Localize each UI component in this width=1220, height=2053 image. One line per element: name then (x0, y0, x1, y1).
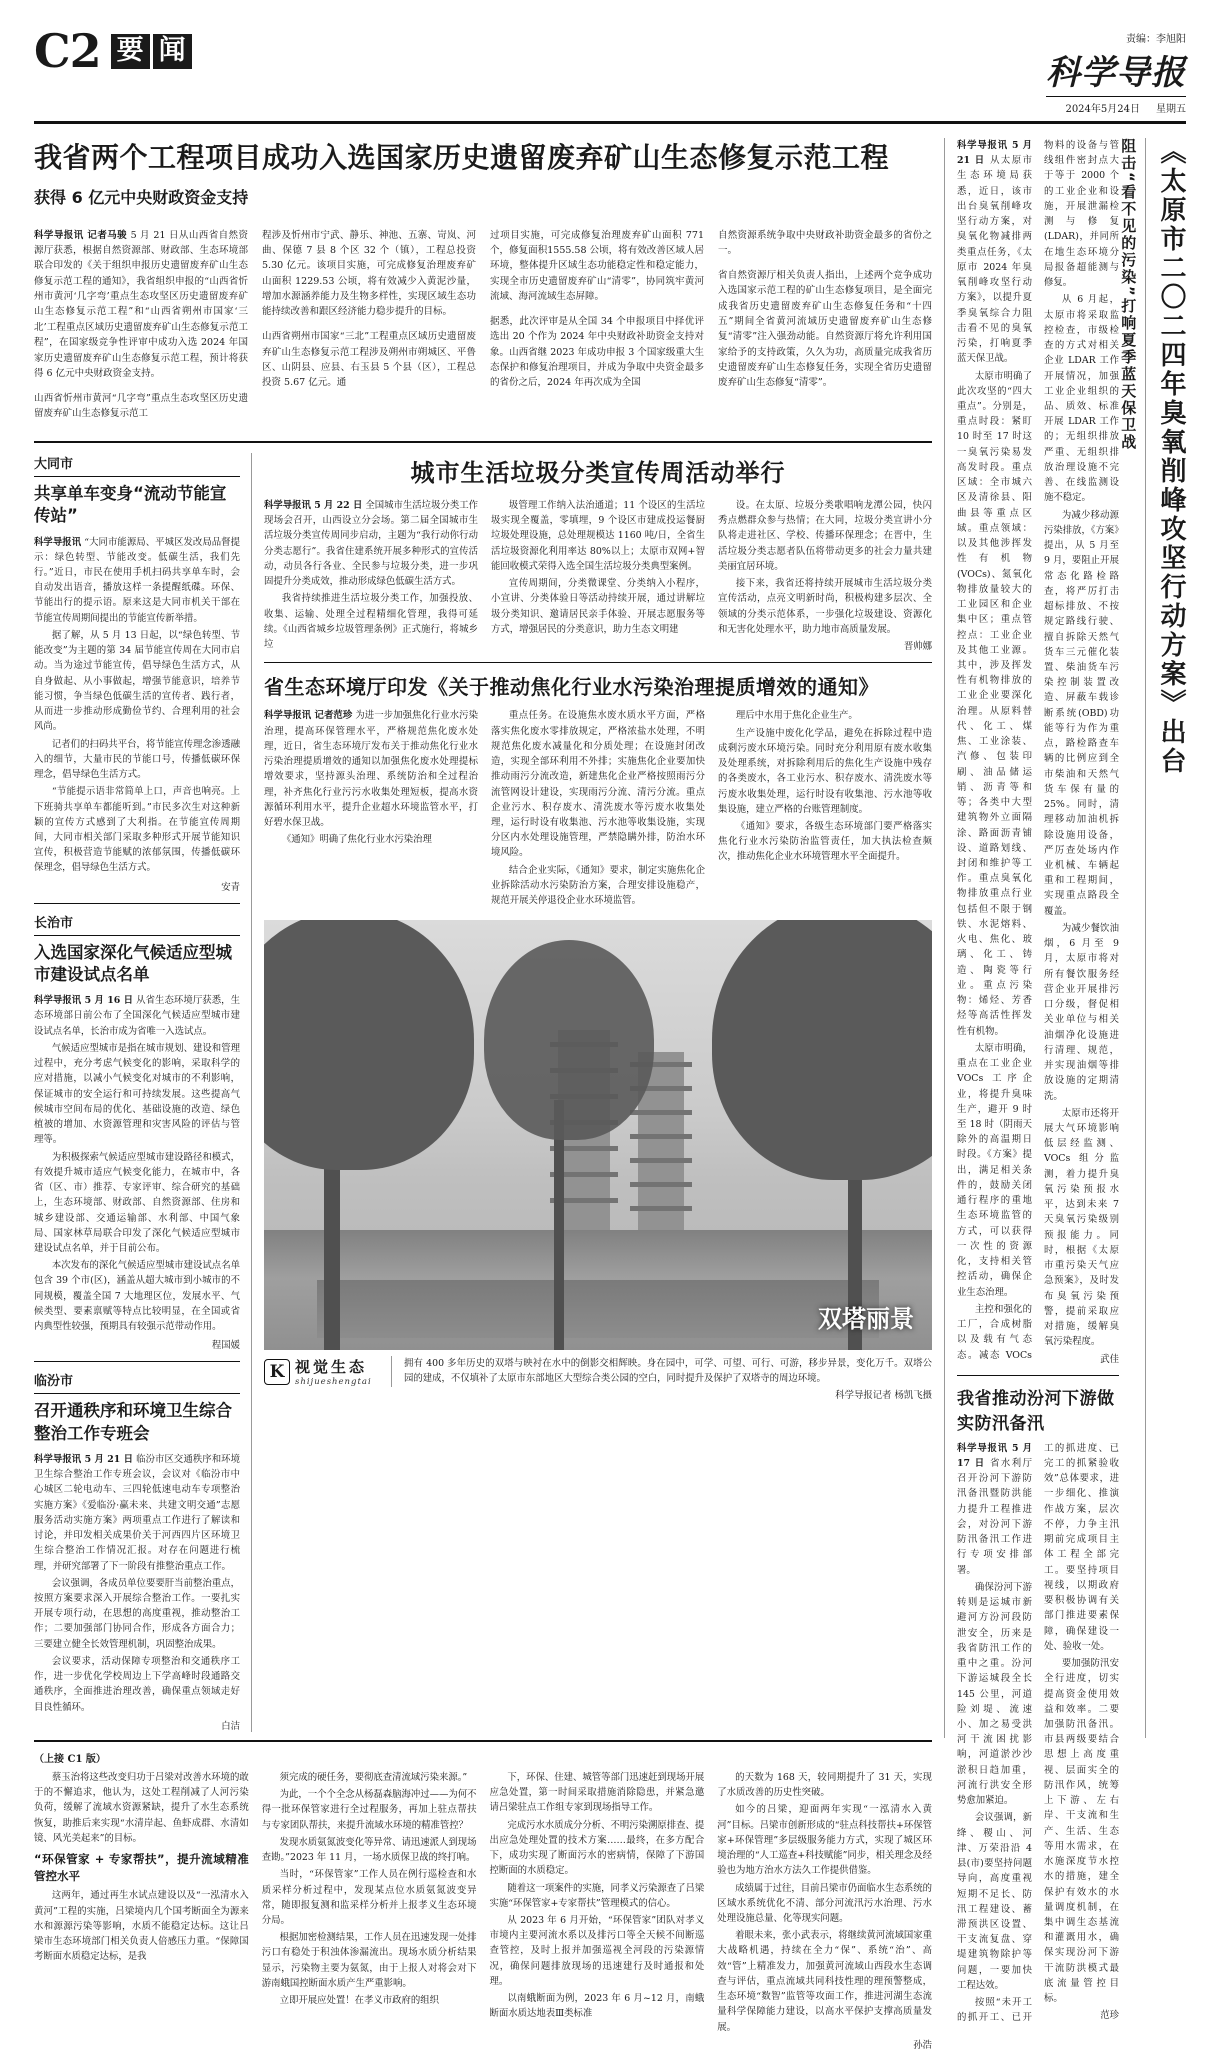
logo-pinyin-text: shijueshengtai (295, 1377, 372, 1388)
divider-4 (957, 1375, 1119, 1376)
city-article-datong (34, 453, 240, 893)
city-tag-linfen: 临汾市 (34, 1370, 240, 1394)
headline-changzhi: 入选国家深化气候适应型城市建设试点名单 (34, 942, 232, 984)
rail-sub-headline: 我省推动汾河下游做实防汛备汛 (957, 1388, 1115, 1434)
lead-col-1 (34, 218, 248, 431)
masthead-left (34, 24, 192, 78)
rail-p3: 太原市明确，重点在工业企业 VOCs 工序企业，将提升臭味生产，避开 9 时至 18 时（阴雨天除外的高温期日时段。《方案》提出，满足相关条件的，鼓励关闭通行程序的重地生态环境监管的方式，可以获得一次性的资源化，支持相关管控活动，确保企业生态治理。 (957, 1042, 1032, 1298)
center-byline: 科学导报讯 5 月 22 日 (264, 500, 363, 511)
cont-col-2 (262, 1770, 477, 2053)
city-article-changzhi (34, 912, 240, 1352)
lead-p8: 省自然资源厅相关负责人指出，上述两个竞争成功入选国家示范工程的矿山生态修复项目，是全面完成我省历史遗留废弃矿山生态修复任务和“十四五”期间全省黄河流域历史遗留废弃矿山生态修复“清零”注入强劲动能。自然资源厅将允许利用国家给予的支持政策，久久为功，高质量完成我省历史遗留废弃矿山生态修复任务，实现全省历史遗留废弃矿山生态修复“清零”。 (718, 269, 932, 389)
center-zone (252, 453, 932, 1732)
p-cz-4: 本次发布的深化气候适应型城市建设试点名单包含 39 个市(区)，涵盖从超大城市到小城市的不同规模，覆盖全国 7 大地理区位，发展水平、气候类型、要素禀赋等特点比较明显，在全国或省内典型性较强，预期具有较强示范带动作用。 (34, 1260, 240, 1333)
lead-p1: 5 月 21 日从山西省自然资源厅获悉，根据自然资源部、财政部、生态环境部联合印发的《关于组织申报历史遗留废弃矿山生态修复示范工程的通知》，我省组织申报的“山西省忻州市黄河‘几字弯’重点生态攻坚区历史遗留废弃矿山生态修复示范工程”和“山西省朔州市国家‘三北’工程重点区域历史遗留废弃矿山生态修复示范工程”，在国家级竞争性评审中成功入选 2024 年国家历史遗留废弃矿山生态修复示范工程，预计将获得 6 亿元中央财政资金支持。 (34, 229, 248, 379)
cont-p2: 这两年，通过再生水试点建设以及“一泓清水入黄河”工程的实施，吕梁境内几个国考断面全为源来水和源源污染等影响，水质不能稳定达标。这让吕梁市生态环境部门相关负责人倍感压力重。“保障国考断面水质稳定达标，是我 (34, 1890, 249, 1963)
notice-p5: 理后中水用于焦化企业生产。 (735, 710, 858, 722)
sign-datong: 安青 (221, 881, 240, 893)
issue-date: 2024年5月24日 (1065, 104, 1140, 115)
cont-col-3 (490, 1770, 705, 2053)
p-datong-1: “大同市能源局、平城区发改局品督提示：绿色转型、节能改变。低碳生活，我们先行。”近日，市民在使用手机扫码共享单车时，会自动发出语音，播放这样一条提醒纸碟。环保、节能出行的提示语。原来这是大同市机关干部在节能宣传周期间提出的节能宣传新举措。 (34, 536, 240, 624)
lead-col-4 (718, 218, 932, 431)
page-number: C2 (34, 24, 101, 78)
page-body (34, 138, 1186, 2051)
masthead (34, 24, 1186, 124)
masthead-meta (1046, 96, 1186, 115)
notice-p1: 为进一步加强焦化行业水污染治理，提高环保管理水平，严格规范焦化废水处理，近日，省生态环境厅发布关于推动焦化行业水污染治理提质增效的通知以加强焦化废水处理提标增效要求，坚持源头治理、系统防治和全过程治理，补齐焦化行业污污水收集处理短板，提高水资源循环利用水平，提升企业超水环境监管水平，打好碧水保卫战。 (264, 710, 478, 828)
main-content (34, 138, 944, 2051)
cont-sign: 孙浩 (913, 2039, 932, 2051)
visual-ecology-logo (264, 1356, 392, 1387)
notice-col-2 (491, 708, 705, 910)
city-tag-datong: 大同市 (34, 453, 240, 477)
notice-p2: 《通知》明确了焦化行业水污染治理 (281, 834, 432, 846)
headline-datong: 共享单车变身“流动节能宣传站” (34, 484, 227, 526)
cont-p10: 完成污水水质成分分析、不明污染溯原排查、提出应急处理处置的技术方案……最终，在多方配合下，成功实现了断面污水的密病情，保障了下游国控断面的水质稳定。 (489, 1819, 705, 1877)
right-rail (944, 138, 1186, 2024)
rail-sub-p5: 要加强防汛安全行进度，切实提高资金使用效益和效率。二要加强防汛备汛。市县两级要结合思想上高度重视、层面实全的防汛作风，统筹上下游、左右岸、干支流和生产、生活、生态等用水需求，在水施深度节水控水的措施，建全保护有效水的水量调度机制，在集中调生态基流和灌溉用水，确保实现汾河下游干流防洪模式最底流量管控目标。 (1043, 1658, 1119, 2005)
p-datong-3: 记者们的扫码共平台，将节能宣传理念渗透融入的细节，大量市民的节能口号，传播低碳环保理念，倡导绿色生活方式。 (34, 738, 240, 781)
rail-p2: 太原市明确了此次攻坚的“四大重点”。分别是，重点时段：紧盯 10 时至 17 时这一臭氧污染易发高发时段。重点区域：全市城六区及清徐县、阳曲县等重点区域。重点领域：以及其他涉挥发性有机物(VOCs)、氮氧化物排放量较大的工业园区和企业集中区；重点管控点：工业企业及其他工业源。其中，涉及挥发性有机物排放的工业企业要深化治理。从原料替代、化工、煤焦、工业涂装、汽修、包装印刷、油品储运销、沥青等和等；各类中大型建筑物外立面隔涂、路面沥青铺设、道路划线、封闭和维护等工作。重点臭氧化物排放重点行业包括但不限于钢铁、水泥熔料、火电、焦化、玻璃、化工、铸造、陶瓷等行业。重点污染物：烯烃、芳香烃等高活性挥发性有机物。 (957, 370, 1032, 1037)
photo-credit: 科学导报记者 杨凯飞摄 (835, 1390, 932, 1402)
editor-line: 责编：李旭阳 (1126, 34, 1186, 45)
rail-article-body (957, 138, 1119, 1367)
body-changzhi (34, 993, 240, 1334)
cont-p17: 着眼未来，张小武表示，将继续黄河流域国家重大战略机遇，持续在全力“保”、系统“治”、高效“管”上精准发力，加强黄河流域山西段水生态调查与评估，重点流域共同科技性理的理预警整成，生态环境“数智”监管等攻面工作，推进河湖生态流量科学保障能力建设，以高水平保护支撑高质量发展。 (717, 1930, 932, 2033)
city-briefs-column (34, 453, 252, 1732)
body-linfen (34, 1452, 240, 1715)
p-lf-1: 临汾市区交通秩序和环境卫生综合整治工作专班会议，会议对《临汾市中心城区二轮电动车、三四轮低速电动车专项整治实施方案》《爱临汾·赢未来、共建文明交通”志愿服务活动实施方案》两项重点工作进行了解读和讨论，并印发相关成果价关于河西四片区环境卫生综合整治工作情况汇报。对存在问题进行梳理，并研究部署了下一阶段有推整治重点工作。 (34, 1453, 240, 1572)
rail-vertical-subhead (1119, 138, 1137, 1738)
notice-col-3 (718, 708, 932, 910)
center-p3: 圾管理工作纳入法治通道；11 个设区的生活垃圾实现全覆盖，零填埋，9 个设区市建成投运餐厨垃圾处理设施，总处理规模达 1160 吨/日，全省生活垃圾资源化利用率达 80%以上；太原市双网+智能回收模式荣得入选全国生活垃圾分类典型案例。 (491, 500, 705, 572)
cont-p16: 成绩属于过往，目前吕梁市仍面临水生态系统的区域水系统优化不清、部分河流汛污水治理、污水处理设施总量、化等现实问题。 (717, 1882, 932, 1924)
notice-col-1 (264, 708, 478, 910)
rail-sub-byline: 科学导报讯 5 月 17 日 (957, 1442, 1032, 1469)
rail-p6: 为减少移动源污染排放，《方案》提出，从 5 月至 9 月，要阻止开展常态化路检路查，将严厉打击超标排放、不按规定路线行驶、擅自拆除天然气货车三元催化装置、柴油货车污染控制装置改造、屏蔽车载诊断系统(OBD)功能等行为作为重点，路检路查车辆的比例应到全市柴油和天然气货车保有量的 25%。同时，清理移动加油机拆除设施用设备，严厉查处场内作业机械、车辆起重和工程期间，实现重点路段全覆盖。 (1043, 509, 1119, 917)
cont-p12: 从 2023 年 6 月开始，“环保管家”团队对孝义市境内主要河流水系以及排污口等全天候不间断巡查管控，及时上报并加强巡视全河段的污染源情况，确保问题排放现场的迅速建行及时通报和处理。 (489, 1915, 705, 1987)
cont-p14: 的天数为 168 天，较同期提升了 31 天，实现了水质改善的历史性突破。 (717, 1771, 932, 1799)
photo-image (264, 920, 932, 1350)
notice-p3: 重点任务。在设施焦水废水质水平方面，严格落实焦化废水零排放规定，严格浓盐水处理，不明规范焦化废水减量化和分质处理；在设施封闭改造，实现全部环利用不外排；实施焦化企业要加快推动雨污分流改造，新建焦化企业严格按照雨污分流管网设计建设，实现雨污分流、清污分流。重点企业污水、积存废水、清洗废水等污废水收集处理，运行时设有收集池、污水池等收集设施，实现分区内水处理设施管理，严禁隐瞒外排，防治水环境风险。 (491, 710, 705, 859)
cont-p15: 如今的吕梁，迎面两年实现“一泓清水入黄河”目标。吕梁市创新形成的“驻点科技帮扶+环保管家+环保管理”多层级服务能力方式，实现了城区环境治理的“人工巡查+科技赋能”同步，相关理念及经验也为地方治水方法久工作提供借鉴。 (717, 1804, 932, 1877)
logo-letter-icon: K (264, 1359, 290, 1385)
byline-datong: 科学导报讯 (34, 536, 82, 548)
photo-overlay-title: 双塔丽景 (818, 1305, 914, 1334)
lead-p5: 过项目实施，可完成修复治理废弃矿山面积 771 个，修复面积1555.58 公顷，将有效改善区域人居环境，整体提升区域生态功能稳定性和稳定能力，实现全市历史遗留废弃矿山“清零”，协同筑牢黄河流域、海河流域生态屏障。 (490, 229, 704, 302)
logo-cn-text: 视觉生态 (295, 1358, 368, 1377)
cont-p7: 根据加密检测结果，工作人员在迅速发现一处排污口有稳处于积浊体渗漏流出。现场水质分析结果显示，污染物主要为氨氮，由于上报人对将会对下游南蛾国控断面水质产生严重影响。 (261, 1932, 477, 1989)
center-p4: 宣传周期间，分类微课堂、分类纳入小程序，小宣讲、分类体验日等活动持续开展，通过讲解垃圾分类知识、邀请居民亲手体验、开展志愿服务等方式，增强居民的分类意识，助力生态文明建 (491, 578, 705, 635)
cont-p6: 当时，“环保管家”工作人员在例行巡检查和水质采样分析过程中，发现某点位水质氨氮波变异常，随即报复测和监采样分析并上报孝义生态环境分局。 (261, 1869, 477, 1926)
p-datong-4: “节能提示语非常简单上口，声音也响亮。上下班骑共享单车都能听到。”市民多次生对这种新颖的宣传方式感到了大利指。在节能宣传周期间，大同市相关部门采取多种形式开展节能知识宣传，积极营造节能赋的浓郁氛围，传播低碳环保理念，倡导绿色生活方式。 (34, 786, 240, 874)
rail-sub-p3: 会议强调，新绛、稷山、河津、万荣沿沿 4 县(市)要坚持问题导向，高度重视短期不足长、防汛工程建设、蓄滞预洪区设置、干支流复盘、穿堤建筑物除护等问题，一要加快工程达效。 (957, 1812, 1032, 1991)
photo-caption-text: 拥有 400 多年历史的双塔与映衬在水中的倒影交相辉映。身在园中，可学、可望、可行、可游，移步异景，变化万千。双塔公园的建成，不仅填补了太原市东部地区大型综合类公园的空白，同时提升及保护了双塔寺的周边环境。 (404, 1358, 932, 1385)
headline-linfen: 召开通秩序和环境卫生综合整治工作专班会 (34, 1401, 232, 1443)
center-columns (264, 498, 932, 654)
cont-p4: 为此，一个个全念从杨磊森脑海冲过——为何不得一批环保管家进行全过程服务，再加上驻点帮扶与专家团队帮扶，来提升流域水环境的精准管控？ (261, 1789, 477, 1831)
tree-right (732, 920, 932, 1350)
sign-changzhi: 程国媛 (211, 1340, 240, 1352)
rail-sub-body (957, 1441, 1119, 2026)
continuation-article (34, 1740, 932, 2053)
rail-text-column (957, 138, 1119, 2024)
rail-byline: 科学导报讯 5 月 21 日 (957, 140, 1032, 167)
notice-byline: 科学导报讯 记者范珍 (264, 710, 353, 722)
rail-sub-sign: 范珍 (1100, 2010, 1119, 2022)
notice-p7: 《通知》要求，各级生态环境部门要严格落实焦化行业水污染防治监管责任，加大执法检查频次，推动焦化企业水环境管理水平全面提升。 (718, 820, 932, 863)
rail-p7: 为减少餐饮油烟，6 月至 9 月，太原市将对所有餐饮服务经营企业开展排污口分级，督促相关业单位与相关油烟净化设施进行清理、规范，并实现油烟等排放设施的定期清洗。 (1043, 922, 1119, 1102)
center-col-3 (718, 498, 932, 654)
masthead-right (1046, 28, 1186, 115)
rail-p1: 从太原市生态环境局获悉，近日，该市出台臭氧削峰攻坚行动方案，对臭氧化物减排两类重点任务，《太原市 2024 年臭氧削峰攻坚行动方案》，以提升夏季臭氧综合力阻击看不见的臭氧污染，打响夏季蓝天保卫战。 (957, 155, 1032, 365)
p-lf-2: 会议强调，各成员单位要要肝当前整治重点，按照方案要求深入开展综合整治工作。一要扎实开展专项行动，在思想的高度重视，推动整治工作；二要加强部门协同合作，形成各方面合力；三要建立健全长效管理机制，巩固整治成果。 (34, 1577, 240, 1650)
notice-columns (264, 708, 932, 910)
rail-sub-p4: 按照“未开工的抓开工、已开工的抓进度、已完工的抓紧验收效”总体要求，进一步细化、推演作战方案，层次不停，力争主汛期前完成项目主体工程全部完工。要坚持项目视线，以期政府要积极协调有关部门推进要素保障，确保建设一处、验收一处。 (957, 1442, 1119, 2024)
body-datong (34, 535, 240, 876)
rail-sign: 武佳 (1100, 1353, 1119, 1365)
cont-p8: 立即开展应处置！在孝义市政府的组织 (279, 1995, 439, 2007)
section-char-1: 要 (111, 34, 150, 69)
section-badge (111, 34, 192, 69)
cont-col-4 (717, 1770, 932, 2053)
lead-byline: 科学导报讯 记者马骏 (34, 229, 128, 241)
byline-changzhi: 科学导报讯 5 月 16 日 (34, 995, 134, 1007)
lead-p7: 自然资源系统争取中央财政补助资金最多的省份之一。 (718, 229, 932, 256)
photo-feature (264, 920, 932, 1403)
continuation-columns (34, 1770, 932, 2053)
photo-caption (404, 1356, 932, 1403)
secondary-zone (34, 453, 932, 1732)
photo-meta (264, 1356, 932, 1403)
rail-p4: 主控和强化的工厂，合成树脂以及载有气态态。减态 VOCs 物料的设备与管线组件密封点大于等于 2000 个的工业企业和设施，开展泄漏检测与修复(LDAR)，并同所在地生态环境分局报备超能测与修复。 (957, 140, 1119, 1361)
cont-col-1 (34, 1770, 249, 2053)
divider-3 (264, 662, 932, 663)
rail-p8: 太原市还将开展大气环境影响低层经监测、VOCs 组分监测，着力提升臭氧污染预报水平，达到未来 7 天臭氧污染级别预报能力。同时，根据《太原市重污染天气应急预案》，及时发布臭氧污染预警，提前采取应对措施，缓解臭氧污染程度。 (1043, 1107, 1119, 1348)
notice-p4: 结合企业实际，《通知》要求，制定实施焦化企业拆除活动水污染防治方案，合理安排设施稳产，规范开展关停退役企业水环境监管。 (491, 864, 705, 907)
cont-p9: 下，环保、住建、城管等部门迅速赶到现场开展应急处置，第一时间采取措施消除隐患，并紧急邀请吕梁驻点工作组专家到现场指导工作。 (489, 1771, 705, 1814)
center-headline: 城市生活垃圾分类宣传周活动举行 (410, 459, 786, 487)
center-p6: 接下来，我省还将持续开展城市生活垃圾分类宣传活动，点亮文明新时尚，积极构建多层次、全领域的分类示范体系，一步强化垃圾建设、资源化和无害化处理水平，助力地市高质量发展。 (718, 578, 932, 635)
lead-p2: 山西省忻州市黄河“几字弯”重点生态攻坚区历史遗留废弃矿山生态修复示范工 (34, 392, 248, 420)
center-p1: 全国城市生活垃圾分类工作现场会召开，山西设立分会场。第二届全国城市生活垃圾分类宣传周同步启动，主题为“我行动你行动分类志愿行”。我省住建系统开展多种形式的宣传活动，动员各行各业、全民参与垃圾分类，进一步巩固提升分类成效，推动形成绿色低碳生活方式。 (264, 500, 478, 588)
lead-subheadline: 获得 6 亿元中央财政资金支持 (34, 188, 249, 207)
rail-vertical-headline (1145, 138, 1186, 1738)
notice-p6: 生产设施中废化化学品，避免在拆除过程中造成剩污废水环境污染。同时充分利用原有废水收集及处理系统，对拆除利用后的焦化生产设施中残存的各类废水，各工业污水、积存废水、清洗废水等污废水收集处理，运行时设有收集池、污水池等收集设施，建立严格的台账管理制度。 (718, 727, 932, 815)
p-cz-3: 为积极探索气候适应型城市建设路径和模式，有效提升城市适应气候变化能力，在城市中，各省（区、市）推荐、专家评审、综合研究的基础上，生态环境部、财政部、自然资源部、住房和城乡建设部、交通运输部、水利部、中国气象局、国家林草局联合印发了深化气候适应型城市建设试点名单，并于目前公布。 (34, 1151, 240, 1254)
divider-2 (34, 1361, 240, 1362)
continuation-note: （上接 C1 版） (34, 1753, 106, 1765)
sign-linfen: 白洁 (221, 1720, 240, 1732)
center-col-1 (264, 498, 478, 654)
p-datong-2: 据了解，从 5 月 13 日起，以“绿色转型、节能改变”为主题的第 34 届节能宣传周在大同市启动。当为途过节能宣传，倡导绿色生活方式，从自身做起、从小事做起，增强节能意识，培养节能习惯，争当绿色低碳生活的宣传者、践行者，从而进一步推动形成勤俭节约、合理利用的社会风尚。 (34, 629, 240, 733)
cont-p3: 须完成的硬任务，要彻底查清流域污染来源。” (279, 1771, 468, 1783)
center-sign: 晋帅娜 (903, 641, 932, 653)
p-cz-1: 从省生态环境厅获悉，生态环境部日前公布了全国深化气候适应型城市建设试点名单，长治市成为省唯一入选试点。 (34, 995, 240, 1037)
rail-headline-main: 《太原市二〇二四年臭氧削峰攻坚行动方案》出台 (1156, 138, 1186, 776)
rail-subhead-text: 阻击“看不见的污染”打响夏季蓝天保卫战 (1119, 138, 1138, 451)
center-p2: 我省持续推进生活垃圾分类工作，加强投放、收集、运输、处理全过程精细化管理，我得可延续。《山西省城乡垃圾管理条例》正式施行，将城乡垃 (264, 593, 478, 651)
p-cz-2: 气候适应型城市是指在城市规划、建设和管理过程中，充分考虑气候变化的影响，采取科学的应对措施，以减小气候变化对城市的不利影响，保证城市的安全运行和可持续发展。这些提高气候城市空间布局的优化、基础设施的改造、绿色植被的增加、水资源管理和灾害风险的评估与管理等。 (34, 1042, 240, 1146)
cont-p1: 蔡玉治将这些改变归功于吕梁对改善水环境的敢于的不懈追求，他认为，这处工程削减了人河污染负荷，缓解了流域水资源紧缺，提升了水生态系统恢复，助推后来实现“水清岸起、鱼虾成群、水清如镜、风光美起来”的目标。 (34, 1771, 249, 1844)
issue-weekday: 星期五 (1156, 104, 1186, 115)
divider-1 (34, 903, 240, 904)
lead-columns (34, 218, 932, 431)
lead-col-2 (262, 218, 476, 431)
cont-p13: 以南蛾断面为例，2023 年 6 月~12 月，南蛾断面水质达地表Ⅲ类标准 (489, 1993, 705, 2020)
city-tag-changzhi: 长治市 (34, 912, 240, 936)
lead-p6: 据悉，此次评审是从全国 34 个申报项目中择优评选出 20 个作为 2024 年中央财政补助资金支持对象。山西省继 2023 年成功申报 3 个国家级重大生态保护和修复治理项目，并成为争取中央资金最多的省份之后，2024 年再次成为全国 (490, 315, 704, 389)
rail-sub-p2: 确保汾河下游转则是运城市新避河方汾河段防泄安全，历来是我省防汛工作的重中之重。汾河下游运城段全长 145 公里，河道险刘堤、流速小、加之易受洪河干流困扰影响，河道淤沙沙淤积日趋加重，河流行洪安全形势愈加紧迫。 (957, 1581, 1032, 1807)
cont-p11: 随着这一项案件的实施，同孝义污染源查了吕梁实施“环保管家+专家帮扶”管理模式的信心。 (489, 1882, 705, 1909)
lead-headline: 我省两个工程项目成功入选国家历史遗留废弃矿山生态修复示范工程 (34, 141, 890, 174)
center-p5: 设。在太原、垃圾分类歌唱响龙潭公园，快闪秀点燃群众参与热情；在大同，垃圾分类宣讲小分队将走进社区、学校、传播环保理念；在晋中，生活垃圾分类志愿者队伍将带动更多的社会力量共建美丽宜居环境。 (718, 500, 932, 572)
cont-p5: 发现水质氨氮波变化等异常、请迅速派人到现场查勘。”2023 年 11 月，一场水质保卫战的终打响。 (261, 1836, 477, 1864)
tree-mid (504, 920, 624, 1350)
tree-left (264, 920, 444, 1350)
rail-p5: 从 6 月起，太原市将采取监控检查，市级检查的方式对相关企业 LDAR 工作开展情况，加强工业企业组织的品、质效、标准开展 LDAR 工作的；无组织排放严重、无组织排放治理设施不完善、在线监测设施不稳定。 (1043, 294, 1119, 504)
section-char-2: 闻 (153, 34, 192, 69)
byline-linfen: 科学导报讯 5 月 21 日 (34, 1453, 134, 1465)
rail-sub-p1: 省水利厅召开汾河下游防汛备汛暨防洪能力提升工程推进会，对汾河下游防汛备汛工作进行专项安排部署。 (957, 1457, 1032, 1576)
lead-col-3 (490, 218, 704, 431)
paper-title: 科学导报 (1046, 53, 1186, 93)
p-lf-3: 会议要求，活动保障专项整治和交通秩序工作，进一步优化学校周边上下学高峰时段通路交通秩序，全面推进治理改善，确保重点领域走好目良性循环。 (34, 1655, 240, 1713)
cont-subhead-1: “环保管家 + 专家帮扶”，提升流域精准管控水平 (34, 1852, 249, 1883)
center-col-2 (491, 498, 705, 654)
lead-p3: 程涉及忻州市宁武、静乐、神池、五寨、岢岚、河曲、保德 7 县 8 个区 32 个（镇），工程总投资 5.30 亿元。该项目实施，可完成修复治理废弃矿山面积 1229.53 公顷，将有效减少入黄泥沙量，增加水源涵养能力及生物多样性，实现区域生态功能持续改善和跟区经济能力稳步提升的目标。 (262, 229, 476, 318)
city-article-linfen (34, 1370, 240, 1732)
lead-article (34, 140, 932, 443)
notice-headline: 省生态环境厅印发《关于推动焦化行业水污染治理提质增效的通知》 (264, 675, 879, 700)
lead-p4: 山西省朔州市国家“三北”工程重点区域历史遗留废弃矿山生态修复示范工程涉及朔州市朔城区、平鲁区、山阴县、应县、右玉县 5 个县（区），工程总投资 5.67 亿元。通 (262, 331, 476, 389)
